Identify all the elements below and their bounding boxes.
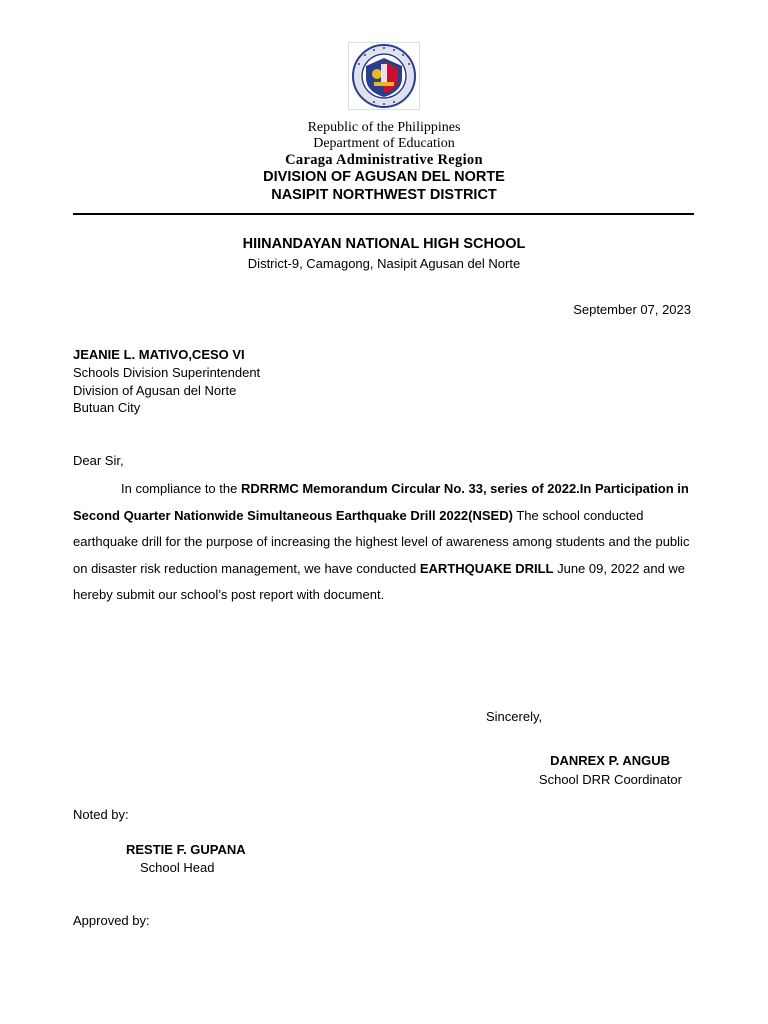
salutation: Dear Sir, (73, 453, 124, 468)
approved-label: Approved by: (73, 913, 150, 928)
body-bold-reference: RDRRMC Memorandum Circular No. 33, series of 2022.In Participation in Second Quarter Nationwide Simultaneous Earthquake Drill 2022(NSED) (73, 481, 689, 523)
recipient-name: JEANIE L. MATIVO,CESO VI (73, 347, 245, 362)
letter-date: September 07, 2023 (573, 302, 691, 317)
closing: Sincerely, (486, 709, 543, 724)
header-divider (73, 213, 694, 215)
header-region: Caraga Administrative Region (285, 152, 483, 168)
recipient-title: Schools Division Superintendent (73, 365, 261, 380)
signatory-title: School DRR Coordinator (538, 772, 682, 787)
signatory-name (440, 753, 682, 769)
body-bold-drill: EARTHQUAKE DRILL (419, 560, 554, 576)
body-paragraph (73, 476, 695, 609)
header-republic: Republic of the Philippines (307, 120, 461, 135)
body-end: June 09, 2022 and we hereby submit our school’s post report with document. (73, 560, 686, 603)
signatory-name-text: DANREX P. ANGUB (550, 753, 670, 768)
noted-name: RESTIE F. GUPANA (126, 842, 246, 857)
header-division: DIVISION OF AGUSAN DEL NORTE (263, 169, 505, 185)
school-name: HIINANDAYAN NATIONAL HIGH SCHOOL (242, 236, 526, 252)
recipient-city: Butuan City (73, 400, 141, 415)
deped-seal-icon (348, 42, 420, 110)
recipient-office: Division of Agusan del Norte (73, 383, 237, 398)
body-intro: In compliance to the (121, 481, 241, 496)
noted-label: Noted by: (73, 807, 129, 822)
header-department: Department of Education (313, 136, 455, 151)
header-district: NASIPIT NORTHWEST DISTRICT (271, 187, 497, 203)
deped-seal (348, 42, 420, 110)
noted-title: School Head (140, 860, 215, 875)
school-address: District-9, Camagong, Nasipit Agusan del Norte (247, 256, 521, 271)
body-middle: The school conducted earthquake drill for the purpose of increasing the highest level of awareness among students and the public on disaster risk reduction management, we have conducted (73, 507, 690, 576)
